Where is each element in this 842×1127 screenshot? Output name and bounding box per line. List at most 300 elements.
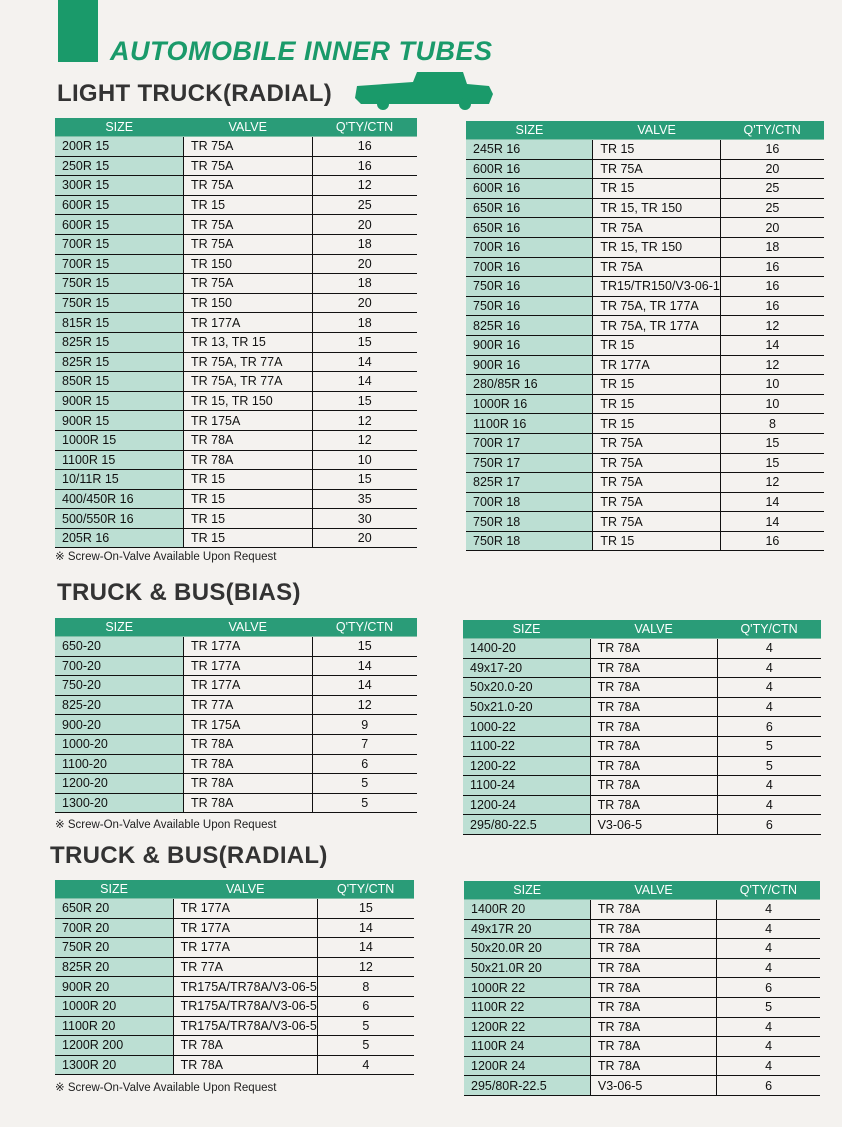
size-cell: 1100R 22 <box>464 997 590 1017</box>
valve-cell: TR 75A <box>184 156 313 176</box>
size-cell: 600R 15 <box>55 195 184 215</box>
table-row <box>466 159 824 179</box>
valve-cell: TR 177A <box>184 313 313 333</box>
valve-cell: TR 75A <box>593 159 721 179</box>
valve-cell: TR 78A <box>173 1055 317 1075</box>
size-cell: 295/80R-22.5 <box>464 1076 590 1096</box>
valve-cell: TR 75A <box>184 137 313 157</box>
valve-cell: TR 177A <box>184 656 313 676</box>
size-cell: 1000-22 <box>463 717 590 737</box>
size-column-header: SIZE <box>463 620 590 639</box>
qty-cell: 10 <box>720 375 824 395</box>
valve-cell: TR 15 <box>593 414 721 434</box>
truck-bus-radial-table-left <box>55 880 414 1075</box>
size-cell: 50x20.0R 20 <box>464 939 590 959</box>
valve-cell: TR 175A <box>184 411 313 431</box>
valve-cell: V3-06-5 <box>590 1076 716 1096</box>
valve-cell: TR 177A <box>184 676 313 696</box>
qty-column-header: Q'TY/CTN <box>720 121 824 140</box>
table-row <box>55 528 417 548</box>
qty-cell: 14 <box>312 352 417 372</box>
qty-cell: 18 <box>312 313 417 333</box>
valve-cell: TR 75A <box>593 512 721 532</box>
qty-cell: 4 <box>717 678 821 698</box>
table-row <box>463 736 821 756</box>
size-cell: 1000-20 <box>55 734 184 754</box>
qty-cell: 20 <box>720 218 824 238</box>
qty-cell: 15 <box>720 453 824 473</box>
table-row <box>55 715 417 735</box>
valve-cell: TR 78A <box>590 795 717 815</box>
table-row <box>463 717 821 737</box>
size-cell: 280/85R 16 <box>466 375 593 395</box>
size-cell: 700R 16 <box>466 237 593 257</box>
table-row <box>466 473 824 493</box>
table-row <box>466 316 824 336</box>
valve-cell: TR 15 <box>184 509 313 529</box>
size-cell: 1100R 20 <box>55 1016 173 1036</box>
size-cell: 50x21.0R 20 <box>464 958 590 978</box>
valve-cell: TR15/TR150/V3-06-1 <box>593 277 721 297</box>
table-header-row <box>463 620 821 639</box>
size-cell: 650R 16 <box>466 198 593 218</box>
qty-cell: 18 <box>312 234 417 254</box>
qty-cell: 4 <box>717 1056 820 1076</box>
size-cell: 700-20 <box>55 656 184 676</box>
valve-cell: TR 75A, TR 77A <box>184 352 313 372</box>
truck-bus-radial-table-right <box>464 881 820 1096</box>
valve-column-header: VALVE <box>184 118 313 137</box>
size-cell: 1100R 24 <box>464 1037 590 1057</box>
qty-cell: 8 <box>317 977 414 997</box>
truck-bus-bias-table-left <box>55 618 417 813</box>
qty-cell: 5 <box>312 793 417 813</box>
size-cell: 650-20 <box>55 637 184 657</box>
valve-column-header: VALVE <box>590 620 717 639</box>
size-cell: 1100-20 <box>55 754 184 774</box>
size-cell: 825-20 <box>55 695 184 715</box>
valve-cell: TR 177A <box>184 637 313 657</box>
section-title-truck-bus-radial: TRUCK & BUS(RADIAL) <box>50 842 328 869</box>
valve-cell: TR 78A <box>590 1037 716 1057</box>
table-row <box>55 938 414 958</box>
table-row <box>55 274 417 294</box>
table-row <box>463 639 821 659</box>
table-row <box>464 978 820 998</box>
table-row <box>55 754 417 774</box>
size-cell: 815R 15 <box>55 313 184 333</box>
table-row <box>55 293 417 313</box>
size-cell: 10/11R 15 <box>55 470 184 490</box>
qty-cell: 14 <box>312 656 417 676</box>
size-cell: 1100-22 <box>463 736 590 756</box>
qty-cell: 15 <box>317 899 414 919</box>
section-title-light-truck-radial: LIGHT TRUCK(RADIAL) <box>57 80 332 107</box>
size-cell: 700R 17 <box>466 433 593 453</box>
valve-cell: TR 78A <box>590 639 717 659</box>
qty-cell: 10 <box>720 394 824 414</box>
table-row <box>55 656 417 676</box>
size-cell: 250R 15 <box>55 156 184 176</box>
valve-cell: TR 150 <box>184 293 313 313</box>
valve-cell: TR 78A <box>590 776 717 796</box>
table-header-row <box>55 618 417 637</box>
size-cell: 900R 16 <box>466 335 593 355</box>
qty-cell: 20 <box>312 293 417 313</box>
size-cell: 900R 15 <box>55 391 184 411</box>
size-cell: 700R 15 <box>55 234 184 254</box>
size-column-header: SIZE <box>55 618 184 637</box>
table-row <box>466 531 824 551</box>
qty-cell: 5 <box>717 756 821 776</box>
size-cell: 1300R 20 <box>55 1055 173 1075</box>
valve-cell: TR 78A <box>590 736 717 756</box>
size-cell: 1400R 20 <box>464 900 590 920</box>
size-cell: 900-20 <box>55 715 184 735</box>
valve-cell: TR 78A <box>590 1056 716 1076</box>
valve-cell: TR 78A <box>184 734 313 754</box>
size-cell: 700R 15 <box>55 254 184 274</box>
table-row <box>55 450 417 470</box>
valve-cell: TR 13, TR 15 <box>184 332 313 352</box>
table-row <box>55 391 417 411</box>
size-cell: 650R 20 <box>55 899 173 919</box>
qty-column-header: Q'TY/CTN <box>317 880 414 899</box>
table-row <box>463 815 821 835</box>
valve-cell: TR 15 <box>593 375 721 395</box>
valve-cell: TR 177A <box>173 938 317 958</box>
valve-cell: TR 150 <box>184 254 313 274</box>
table-row <box>55 313 417 333</box>
qty-cell: 15 <box>312 470 417 490</box>
qty-cell: 5 <box>312 774 417 794</box>
table-row <box>466 140 824 160</box>
valve-cell: TR 78A <box>184 450 313 470</box>
table-row <box>463 658 821 678</box>
table-row <box>466 257 824 277</box>
table-row <box>464 939 820 959</box>
size-cell: 600R 16 <box>466 159 593 179</box>
qty-cell: 6 <box>317 996 414 1016</box>
size-cell: 900R 15 <box>55 411 184 431</box>
size-cell: 1200-20 <box>55 774 184 794</box>
qty-column-header: Q'TY/CTN <box>312 118 417 137</box>
valve-cell: TR 78A <box>590 678 717 698</box>
valve-cell: TR 15 <box>184 195 313 215</box>
valve-cell: TR 15 <box>184 489 313 509</box>
qty-cell: 14 <box>317 938 414 958</box>
qty-cell: 16 <box>312 156 417 176</box>
qty-cell: 12 <box>312 411 417 431</box>
qty-cell: 25 <box>720 179 824 199</box>
valve-cell: TR 15 <box>593 394 721 414</box>
truck-icon <box>353 70 495 112</box>
table-row <box>463 756 821 776</box>
size-cell: 600R 15 <box>55 215 184 235</box>
qty-cell: 14 <box>720 492 824 512</box>
qty-cell: 4 <box>717 900 820 920</box>
size-cell: 1000R 15 <box>55 430 184 450</box>
qty-cell: 35 <box>312 489 417 509</box>
table-row <box>464 997 820 1017</box>
qty-cell: 14 <box>317 918 414 938</box>
screw-on-valve-note: ※ Screw-On-Valve Available Upon Request <box>55 551 277 563</box>
size-cell: 1200R 200 <box>55 1036 173 1056</box>
qty-cell: 5 <box>717 736 821 756</box>
size-cell: 650R 16 <box>466 218 593 238</box>
qty-cell: 12 <box>720 355 824 375</box>
size-cell: 750R 16 <box>466 277 593 297</box>
qty-cell: 20 <box>720 159 824 179</box>
table-row <box>55 1036 414 1056</box>
screw-on-valve-note: ※ Screw-On-Valve Available Upon Request <box>55 1082 277 1094</box>
light-truck-radial-table-left <box>55 118 417 548</box>
valve-cell: TR 75A <box>593 218 721 238</box>
table-row <box>55 195 417 215</box>
table-row <box>55 254 417 274</box>
table-row <box>464 919 820 939</box>
table-row <box>463 678 821 698</box>
qty-cell: 4 <box>317 1055 414 1075</box>
size-cell: 750R 15 <box>55 293 184 313</box>
size-cell: 245R 16 <box>466 140 593 160</box>
table-row <box>55 996 414 1016</box>
table-row <box>466 355 824 375</box>
table-row <box>55 156 417 176</box>
table-row <box>55 734 417 754</box>
size-cell: 1400-20 <box>463 639 590 659</box>
table-row <box>55 470 417 490</box>
size-cell: 49x17-20 <box>463 658 590 678</box>
size-cell: 750R 16 <box>466 296 593 316</box>
qty-cell: 15 <box>720 433 824 453</box>
table-row <box>466 394 824 414</box>
size-cell: 1200-24 <box>463 795 590 815</box>
valve-cell: TR 78A <box>184 430 313 450</box>
table-row <box>466 433 824 453</box>
table-row <box>464 900 820 920</box>
table-header-row <box>464 881 820 900</box>
size-cell: 750R 20 <box>55 938 173 958</box>
size-cell: 700R 16 <box>466 257 593 277</box>
qty-cell: 14 <box>720 335 824 355</box>
qty-cell: 15 <box>312 637 417 657</box>
table-row <box>55 215 417 235</box>
size-cell: 50x21.0-20 <box>463 697 590 717</box>
table-row <box>466 335 824 355</box>
qty-cell: 16 <box>312 137 417 157</box>
size-cell: 825R 20 <box>55 957 173 977</box>
size-cell: 1000R 16 <box>466 394 593 414</box>
qty-cell: 6 <box>717 717 821 737</box>
size-cell: 400/450R 16 <box>55 489 184 509</box>
size-cell: 850R 15 <box>55 372 184 392</box>
qty-cell: 12 <box>720 473 824 493</box>
valve-cell: TR 78A <box>590 756 717 776</box>
size-cell: 205R 16 <box>55 528 184 548</box>
qty-cell: 4 <box>717 1017 820 1037</box>
size-column-header: SIZE <box>55 880 173 899</box>
table-row <box>464 958 820 978</box>
qty-cell: 9 <box>312 715 417 735</box>
valve-cell: TR 15 <box>593 531 721 551</box>
table-row <box>55 637 417 657</box>
table-row <box>55 352 417 372</box>
table-row <box>55 774 417 794</box>
size-cell: 825R 16 <box>466 316 593 336</box>
size-cell: 1200R 22 <box>464 1017 590 1037</box>
valve-cell: TR 78A <box>184 793 313 813</box>
qty-cell: 15 <box>312 391 417 411</box>
qty-cell: 4 <box>717 919 820 939</box>
size-cell: 900R 16 <box>466 355 593 375</box>
table-row <box>463 697 821 717</box>
qty-cell: 18 <box>312 274 417 294</box>
size-cell: 1000R 20 <box>55 996 173 1016</box>
table-row <box>55 977 414 997</box>
valve-cell: TR 75A <box>593 453 721 473</box>
qty-cell: 15 <box>312 332 417 352</box>
valve-cell: TR 78A <box>590 939 716 959</box>
qty-cell: 5 <box>317 1036 414 1056</box>
table-row <box>463 795 821 815</box>
valve-cell: TR175A/TR78A/V3-06-5 <box>173 977 317 997</box>
qty-cell: 5 <box>717 997 820 1017</box>
table-header-row <box>55 118 417 137</box>
table-row <box>55 332 417 352</box>
valve-cell: TR 15, TR 150 <box>593 237 721 257</box>
table-row <box>55 489 417 509</box>
qty-cell: 4 <box>717 939 820 959</box>
qty-cell: 14 <box>312 676 417 696</box>
size-column-header: SIZE <box>464 881 590 900</box>
size-cell: 825R 15 <box>55 352 184 372</box>
valve-cell: TR 15 <box>184 470 313 490</box>
valve-cell: TR 78A <box>590 919 716 939</box>
valve-cell: TR 75A, TR 177A <box>593 316 721 336</box>
valve-cell: TR 75A <box>184 274 313 294</box>
valve-cell: TR 15 <box>593 335 721 355</box>
valve-cell: TR 75A, TR 77A <box>184 372 313 392</box>
size-cell: 1100-24 <box>463 776 590 796</box>
size-cell: 600R 16 <box>466 179 593 199</box>
table-row <box>466 296 824 316</box>
table-row <box>55 430 417 450</box>
valve-cell: TR175A/TR78A/V3-06-5 <box>173 996 317 1016</box>
valve-cell: TR 77A <box>173 957 317 977</box>
qty-cell: 6 <box>717 978 820 998</box>
valve-cell: TR 78A <box>184 754 313 774</box>
size-column-header: SIZE <box>55 118 184 137</box>
qty-cell: 12 <box>317 957 414 977</box>
valve-cell: TR 15, TR 150 <box>184 391 313 411</box>
size-cell: 49x17R 20 <box>464 919 590 939</box>
qty-cell: 4 <box>717 795 821 815</box>
table-row <box>55 1016 414 1036</box>
valve-cell: V3-06-5 <box>590 815 717 835</box>
valve-cell: TR 75A <box>593 492 721 512</box>
size-cell: 300R 15 <box>55 176 184 196</box>
size-cell: 750R 17 <box>466 453 593 473</box>
qty-cell: 14 <box>720 512 824 532</box>
qty-cell: 16 <box>720 257 824 277</box>
qty-cell: 4 <box>717 697 821 717</box>
screw-on-valve-note: ※ Screw-On-Valve Available Upon Request <box>55 819 277 831</box>
table-row <box>466 218 824 238</box>
size-cell: 900R 20 <box>55 977 173 997</box>
table-row <box>466 277 824 297</box>
valve-cell: TR 78A <box>590 697 717 717</box>
qty-cell: 10 <box>312 450 417 470</box>
qty-cell: 4 <box>717 639 821 659</box>
table-row <box>464 1076 820 1096</box>
qty-column-header: Q'TY/CTN <box>312 618 417 637</box>
qty-cell: 5 <box>317 1016 414 1036</box>
valve-column-header: VALVE <box>173 880 317 899</box>
valve-cell: TR 175A <box>184 715 313 735</box>
table-row <box>466 453 824 473</box>
size-cell: 500/550R 16 <box>55 509 184 529</box>
qty-cell: 4 <box>717 776 821 796</box>
size-cell: 700R 20 <box>55 918 173 938</box>
table-row <box>55 957 414 977</box>
table-row <box>466 492 824 512</box>
size-cell: 825R 15 <box>55 332 184 352</box>
size-cell: 750R 18 <box>466 531 593 551</box>
qty-cell: 16 <box>720 296 824 316</box>
size-cell: 750R 18 <box>466 512 593 532</box>
size-cell: 1300-20 <box>55 793 184 813</box>
valve-cell: TR 177A <box>173 918 317 938</box>
valve-cell: TR 75A <box>593 433 721 453</box>
valve-cell: TR 75A <box>184 234 313 254</box>
table-row <box>55 509 417 529</box>
table-row <box>466 512 824 532</box>
valve-column-header: VALVE <box>593 121 721 140</box>
qty-cell: 6 <box>312 754 417 774</box>
size-cell: 750-20 <box>55 676 184 696</box>
light-truck-radial-table-right <box>466 121 824 551</box>
valve-cell: TR 75A, TR 177A <box>593 296 721 316</box>
qty-cell: 6 <box>717 1076 820 1096</box>
table-row <box>466 237 824 257</box>
valve-cell: TR 78A <box>590 717 717 737</box>
table-row <box>55 695 417 715</box>
size-cell: 700R 18 <box>466 492 593 512</box>
size-column-header: SIZE <box>466 121 593 140</box>
table-row <box>55 137 417 157</box>
qty-cell: 12 <box>720 316 824 336</box>
table-row <box>55 676 417 696</box>
qty-cell: 14 <box>312 372 417 392</box>
qty-cell: 12 <box>312 430 417 450</box>
valve-cell: TR 75A <box>184 215 313 235</box>
table-row <box>55 899 414 919</box>
table-row <box>55 176 417 196</box>
qty-cell: 16 <box>720 140 824 160</box>
valve-cell: TR 78A <box>184 774 313 794</box>
valve-cell: TR 15 <box>184 528 313 548</box>
page-title: AUTOMOBILE INNER TUBES <box>110 36 493 66</box>
size-cell: 1200R 24 <box>464 1056 590 1076</box>
valve-cell: TR 15 <box>593 179 721 199</box>
valve-cell: TR 78A <box>173 1036 317 1056</box>
qty-cell: 16 <box>720 531 824 551</box>
valve-cell: TR175A/TR78A/V3-06-5 <box>173 1016 317 1036</box>
table-row <box>464 1017 820 1037</box>
section-title-truck-bus-bias: TRUCK & BUS(BIAS) <box>57 579 301 606</box>
table-row <box>464 1037 820 1057</box>
